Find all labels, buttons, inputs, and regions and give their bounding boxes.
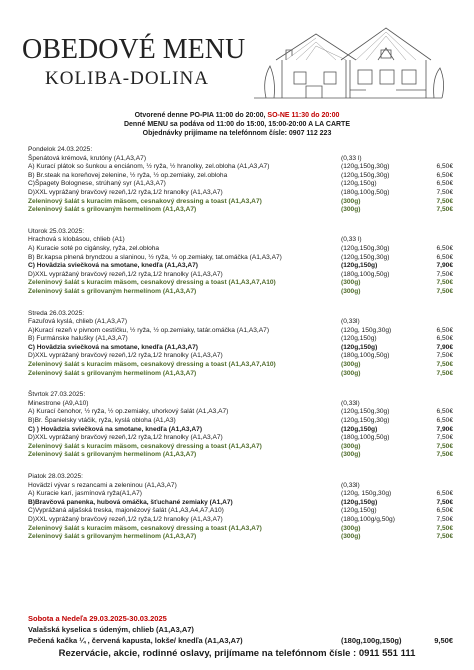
menu-item xyxy=(28,426,453,435)
item-price: 7,50€ xyxy=(436,206,453,214)
menu-item xyxy=(28,417,453,426)
item-name: Zeleninový šalát s grilovaným hermelínom (A1,A3,A7) xyxy=(28,287,197,295)
menu-item xyxy=(28,327,453,336)
menu-title: OBEDOVÉ MENU xyxy=(22,34,246,65)
item-price: 6,50€ xyxy=(436,253,453,261)
item-name: Zeleninový šalát s kuracím mäsom, cesnakový dressing a toast (A1,A3,A7) xyxy=(28,442,262,450)
menu-item xyxy=(28,279,453,288)
item-name: A) Kuracie soté po cigánsky, ryža, zel.obloha xyxy=(28,244,160,252)
item-quantity: (120g,150g) xyxy=(341,262,378,270)
day-title xyxy=(28,228,453,237)
item-name: B)Bravčová panenka, hubová omáčka, šťuchané zemiaky (A1,A7) xyxy=(28,498,233,506)
item-name: B) Br.kapsa plnená bryndzou a slaninou, ½ ryža, ½ op.zemiaky, tat.omáčka (A1,A3,A7) xyxy=(28,253,282,261)
item-quantity: (300g) xyxy=(341,206,361,214)
item-quantity: (120g,150g,30g) xyxy=(341,244,390,252)
item-quantity: (120g,150g) xyxy=(341,425,378,433)
item-price: 7,50€ xyxy=(436,524,453,532)
item-price: 6,50€ xyxy=(436,180,453,188)
item-name: Zeleninový šalát s grilovaným hermelínom (A1,A3,A7) xyxy=(28,533,197,541)
item-name: Zeleninový šalát s grilovaným hermelínom (A1,A3,A7) xyxy=(28,451,197,459)
item-quantity: (120g,150g,30g) xyxy=(341,417,390,425)
menu-item xyxy=(28,245,453,254)
item-quantity: (120g,150g) xyxy=(341,507,377,515)
item-price: 7,90€ xyxy=(436,343,453,351)
menu-item xyxy=(28,525,453,534)
item-name: Zeleninový šalát s grilovaným hermelínom (A1,A3,A7) xyxy=(28,206,197,214)
day-section xyxy=(28,391,453,460)
item-name: Hovädzí vývar s rezancami a zeleninou (A1,A3,A7) xyxy=(28,481,177,489)
opening-hours xyxy=(0,111,474,120)
menu-item xyxy=(28,499,453,508)
weekend-title: Sobota a Nedeľa 29.03.2025-30.03.2025 xyxy=(28,614,167,623)
item-quantity: (0,33 l) xyxy=(341,236,362,244)
item-name: Zeleninový šalát s kuracím mäsom, cesnakový dressing a toast (A1,A3,A7) xyxy=(28,524,262,532)
item-name: D)XXL vyprážaný bravčový rezeň,1/2 ryža,1/2 hranolky (A1,A3,A7) xyxy=(28,434,223,442)
item-name: Zeleninový šalát s grilovaným hermelínom (A1,A3,A7) xyxy=(28,369,197,377)
item-name: Valašská kyselica s údeným, chlieb (A1,A3,A7) xyxy=(28,625,194,634)
item-price: 7,90€ xyxy=(436,262,453,270)
item-name: B)Br. Španielsky vtáčik, ryža, kyslá obloha (A1,A3) xyxy=(28,417,176,425)
menu-item xyxy=(28,507,453,516)
item-price: 6,50€ xyxy=(436,490,453,498)
item-name: C) ) Hovädzia sviečková na smotane, knedľa (A1,A3,A7) xyxy=(28,425,203,433)
item-price: 7,50€ xyxy=(436,287,453,295)
weekend-menu xyxy=(28,614,453,646)
item-name: A) Kuracie karí, jasmínová ryža(A1,A7) xyxy=(28,490,142,498)
menu-item xyxy=(28,434,453,443)
item-quantity: (120g, 150g,30g) xyxy=(341,326,392,334)
item-quantity: (0,33l) xyxy=(341,318,360,326)
day-title-text: Štvrtok 27.03.2025: xyxy=(28,391,86,399)
soup-item xyxy=(28,318,453,327)
day-title xyxy=(28,473,453,482)
item-price: 7,50€ xyxy=(436,498,453,506)
item-price: 7,90€ xyxy=(436,425,453,433)
soup-item xyxy=(28,155,453,164)
item-quantity: (300g) xyxy=(341,524,361,532)
day-title xyxy=(28,391,453,400)
item-quantity: (0,33l) xyxy=(341,399,360,407)
day-title-text: Pondelok 24.03.2025: xyxy=(28,146,93,153)
item-name: Zeleninový šalát s kuracím mäsom, cesnakový dressing a toast (A1,A3,A7,A10) xyxy=(28,361,276,369)
opening-hours-weekday: Otvorené denne PO-PIA 11:00 do 20:00, xyxy=(134,112,268,119)
item-price: 6,50€ xyxy=(436,244,453,252)
daily-menu xyxy=(28,146,453,555)
menu-serving-hours: Denné MENU sa podáva od 11:00 do 15:00, 15:00-20:00 A LA CARTE xyxy=(123,121,350,128)
item-price: 7,50€ xyxy=(436,270,453,278)
weekend-item xyxy=(28,635,453,646)
item-quantity: (120g,150g,30g) xyxy=(341,408,390,416)
item-quantity: (120g,150g,30g) xyxy=(341,171,390,179)
order-phone: Objednávky prijímame na telefónnom čísle: 0907 112 223 xyxy=(142,130,332,137)
item-quantity: (120g,150g) xyxy=(341,180,377,188)
item-name: D)XXL vyprážaný bravčový rezeň,1/2 ryža,1/2 hranolky (A1,A3,A7) xyxy=(28,270,223,278)
menu-item xyxy=(28,189,453,198)
menu-item xyxy=(28,451,453,460)
item-name: C) Hovädzia sviečková na smotane, knedľa (A1,A3,A7) xyxy=(28,262,199,270)
item-price: 7,50€ xyxy=(436,197,453,205)
item-name: C) Hovädzia sviečková na smotane, knedľa (A1,A3,A7) xyxy=(28,343,199,351)
item-name: B) Furmánske halušky (A1,A3,A7) xyxy=(28,335,128,343)
menu-item xyxy=(28,443,453,452)
item-price: 7,50€ xyxy=(436,279,453,287)
item-name: C)Špagety Bolognese, strúhaný syr (A1,A3,A7) xyxy=(28,180,166,188)
item-name: Fazuľová kyslá, chlieb (A1,A3,A7) xyxy=(28,318,128,326)
item-name: D)XXL vyprážaný bravčový rezeň,1/2 ryža,1/2 hranolky (A1,A3,A7) xyxy=(28,188,223,196)
item-name: Hrachová s klobásou, chlieb (A1) xyxy=(28,236,125,244)
item-price: 7,50€ xyxy=(436,352,453,360)
menu-item xyxy=(28,180,453,189)
item-name: Zeleninový šalát s kuracím mäsom, cesnakový dressing a toast (A1,A3,A7,A10) xyxy=(28,279,276,287)
item-price: 7,50€ xyxy=(436,442,453,450)
item-quantity: (180g,100g,50g) xyxy=(341,188,390,196)
day-title xyxy=(28,146,453,155)
day-section xyxy=(28,146,453,215)
item-price: 6,50€ xyxy=(436,507,453,515)
reservation-footer: Rezervácie, akcie, rodinné oslavy, prijímame na telefónnom čísle : 0911 551 111 xyxy=(58,648,416,659)
item-price: 7,50€ xyxy=(436,533,453,541)
item-quantity: (120g,150g) xyxy=(341,335,377,343)
item-name: B) Br.steak na koreňovej zelenine, ½ ryža, ½ op.zemiaky, zel.obloha xyxy=(28,171,228,179)
item-name: C)Vyprážaná aljašská treska, majonézový šalát (A1,A3,A4,A7,A10) xyxy=(28,507,224,515)
item-quantity: (300g) xyxy=(341,442,361,450)
item-price: 7,50€ xyxy=(436,515,453,523)
item-price: 7,50€ xyxy=(436,369,453,377)
menu-item xyxy=(28,361,453,370)
menu-item xyxy=(28,352,453,361)
item-quantity: (180g,100g,150g) xyxy=(341,636,402,645)
menu-item xyxy=(28,490,453,499)
item-quantity: (300g) xyxy=(341,361,361,369)
restaurant-building-illustration xyxy=(246,20,451,105)
item-name: Minestrone (A9,A10) xyxy=(28,399,89,407)
menu-item xyxy=(28,163,453,172)
item-quantity: (180g,100g,50g) xyxy=(341,352,390,360)
item-name: A) Kurací plátok so šunkou a enciánom, ½ ryža, ½ hranolky, zel.obloha (A1,A3,A7) xyxy=(28,163,270,171)
item-quantity: (120g,150g) xyxy=(341,343,378,351)
day-title-text: Streda 26.03.2025: xyxy=(28,309,85,317)
item-price: 7,50€ xyxy=(436,434,453,442)
day-title-text: Utorok 25.03.2025: xyxy=(28,227,85,235)
item-quantity: (120g, 150g,30g) xyxy=(341,490,392,498)
menu-item xyxy=(28,533,453,542)
item-quantity: (300g) xyxy=(341,197,361,205)
day-section xyxy=(28,228,453,297)
item-name: A) Kurací čenohor, ½ ryža, ½ op.zemiaky, uhorkový šalát (A1,A3,A7) xyxy=(28,408,229,416)
item-name: Pečená kačka ¼ , červená kapusta, lokše/ knedľa (A1,A3,A7) xyxy=(28,636,243,645)
menu-item xyxy=(28,335,453,344)
menu-item xyxy=(28,262,453,271)
item-name: D)XXL vyprážaný bravčový rezeň,1/2 ryža,1/2 hranolky (A1,A3,A7) xyxy=(28,515,223,523)
item-price: 6,50€ xyxy=(436,326,453,334)
item-price: 6,50€ xyxy=(436,417,453,425)
item-price: 6,50€ xyxy=(436,408,453,416)
header xyxy=(0,0,474,105)
item-quantity: (120g,150g,30g) xyxy=(341,253,390,261)
item-quantity: (300g) xyxy=(341,533,361,541)
item-quantity: (300g) xyxy=(341,279,361,287)
item-quantity: (120g,150g) xyxy=(341,498,378,506)
restaurant-name: KOLIBA-DOLINA xyxy=(45,68,209,89)
soup-item xyxy=(28,482,453,491)
item-price: 9,50€ xyxy=(434,636,453,645)
day-section xyxy=(28,310,453,379)
day-title xyxy=(28,310,453,319)
item-quantity: (0,33l) xyxy=(341,481,360,489)
item-name: Špenátová krémová, krutóny (A1,A3,A7) xyxy=(28,154,147,162)
menu-item xyxy=(28,254,453,263)
item-quantity: (180g,100g,50g) xyxy=(341,434,390,442)
menu-item xyxy=(28,516,453,525)
item-price: 7,50€ xyxy=(436,361,453,369)
item-quantity: (180g,100g/g,50g) xyxy=(341,515,395,523)
item-quantity: (120g,150g,30g) xyxy=(341,163,390,171)
item-name: Zeleninový šalát s kuracím mäsom, cesnakový dressing a toast (A1,A3,A7) xyxy=(28,197,262,205)
item-name: A)Kurací rezeň v pivnom cestíčku, ½ ryža, ½ op.zemiaky, tatár.omáčka (A1,A3,A7) xyxy=(28,326,270,334)
menu-item xyxy=(28,288,453,297)
item-price: 6,50€ xyxy=(436,163,453,171)
weekend-item xyxy=(28,624,453,635)
menu-item xyxy=(28,206,453,215)
menu-item xyxy=(28,271,453,280)
item-quantity: (0,33 l) xyxy=(341,154,362,162)
item-quantity: (300g) xyxy=(341,369,361,377)
item-name: D)XXL vyprážaný bravčový rezeň,1/2 ryža,1/2 hranolky (A1,A3,A7) xyxy=(28,352,223,360)
item-price: 6,50€ xyxy=(436,171,453,179)
menu-item xyxy=(28,344,453,353)
item-quantity: (300g) xyxy=(341,287,361,295)
item-price: 6,50€ xyxy=(436,335,453,343)
item-price: 7,50€ xyxy=(436,188,453,196)
item-quantity: (300g) xyxy=(341,451,361,459)
item-quantity: (180g,100g,50g) xyxy=(341,270,390,278)
menu-item xyxy=(28,370,453,379)
menu-item xyxy=(28,408,453,417)
day-section xyxy=(28,473,453,542)
menu-item xyxy=(28,198,453,207)
day-title-text: Piatok 28.03.2025: xyxy=(28,473,83,480)
soup-item xyxy=(28,236,453,245)
opening-hours-weekend: SO-NE 11:30 do 20:00 xyxy=(267,112,340,119)
item-price: 7,50€ xyxy=(436,451,453,459)
